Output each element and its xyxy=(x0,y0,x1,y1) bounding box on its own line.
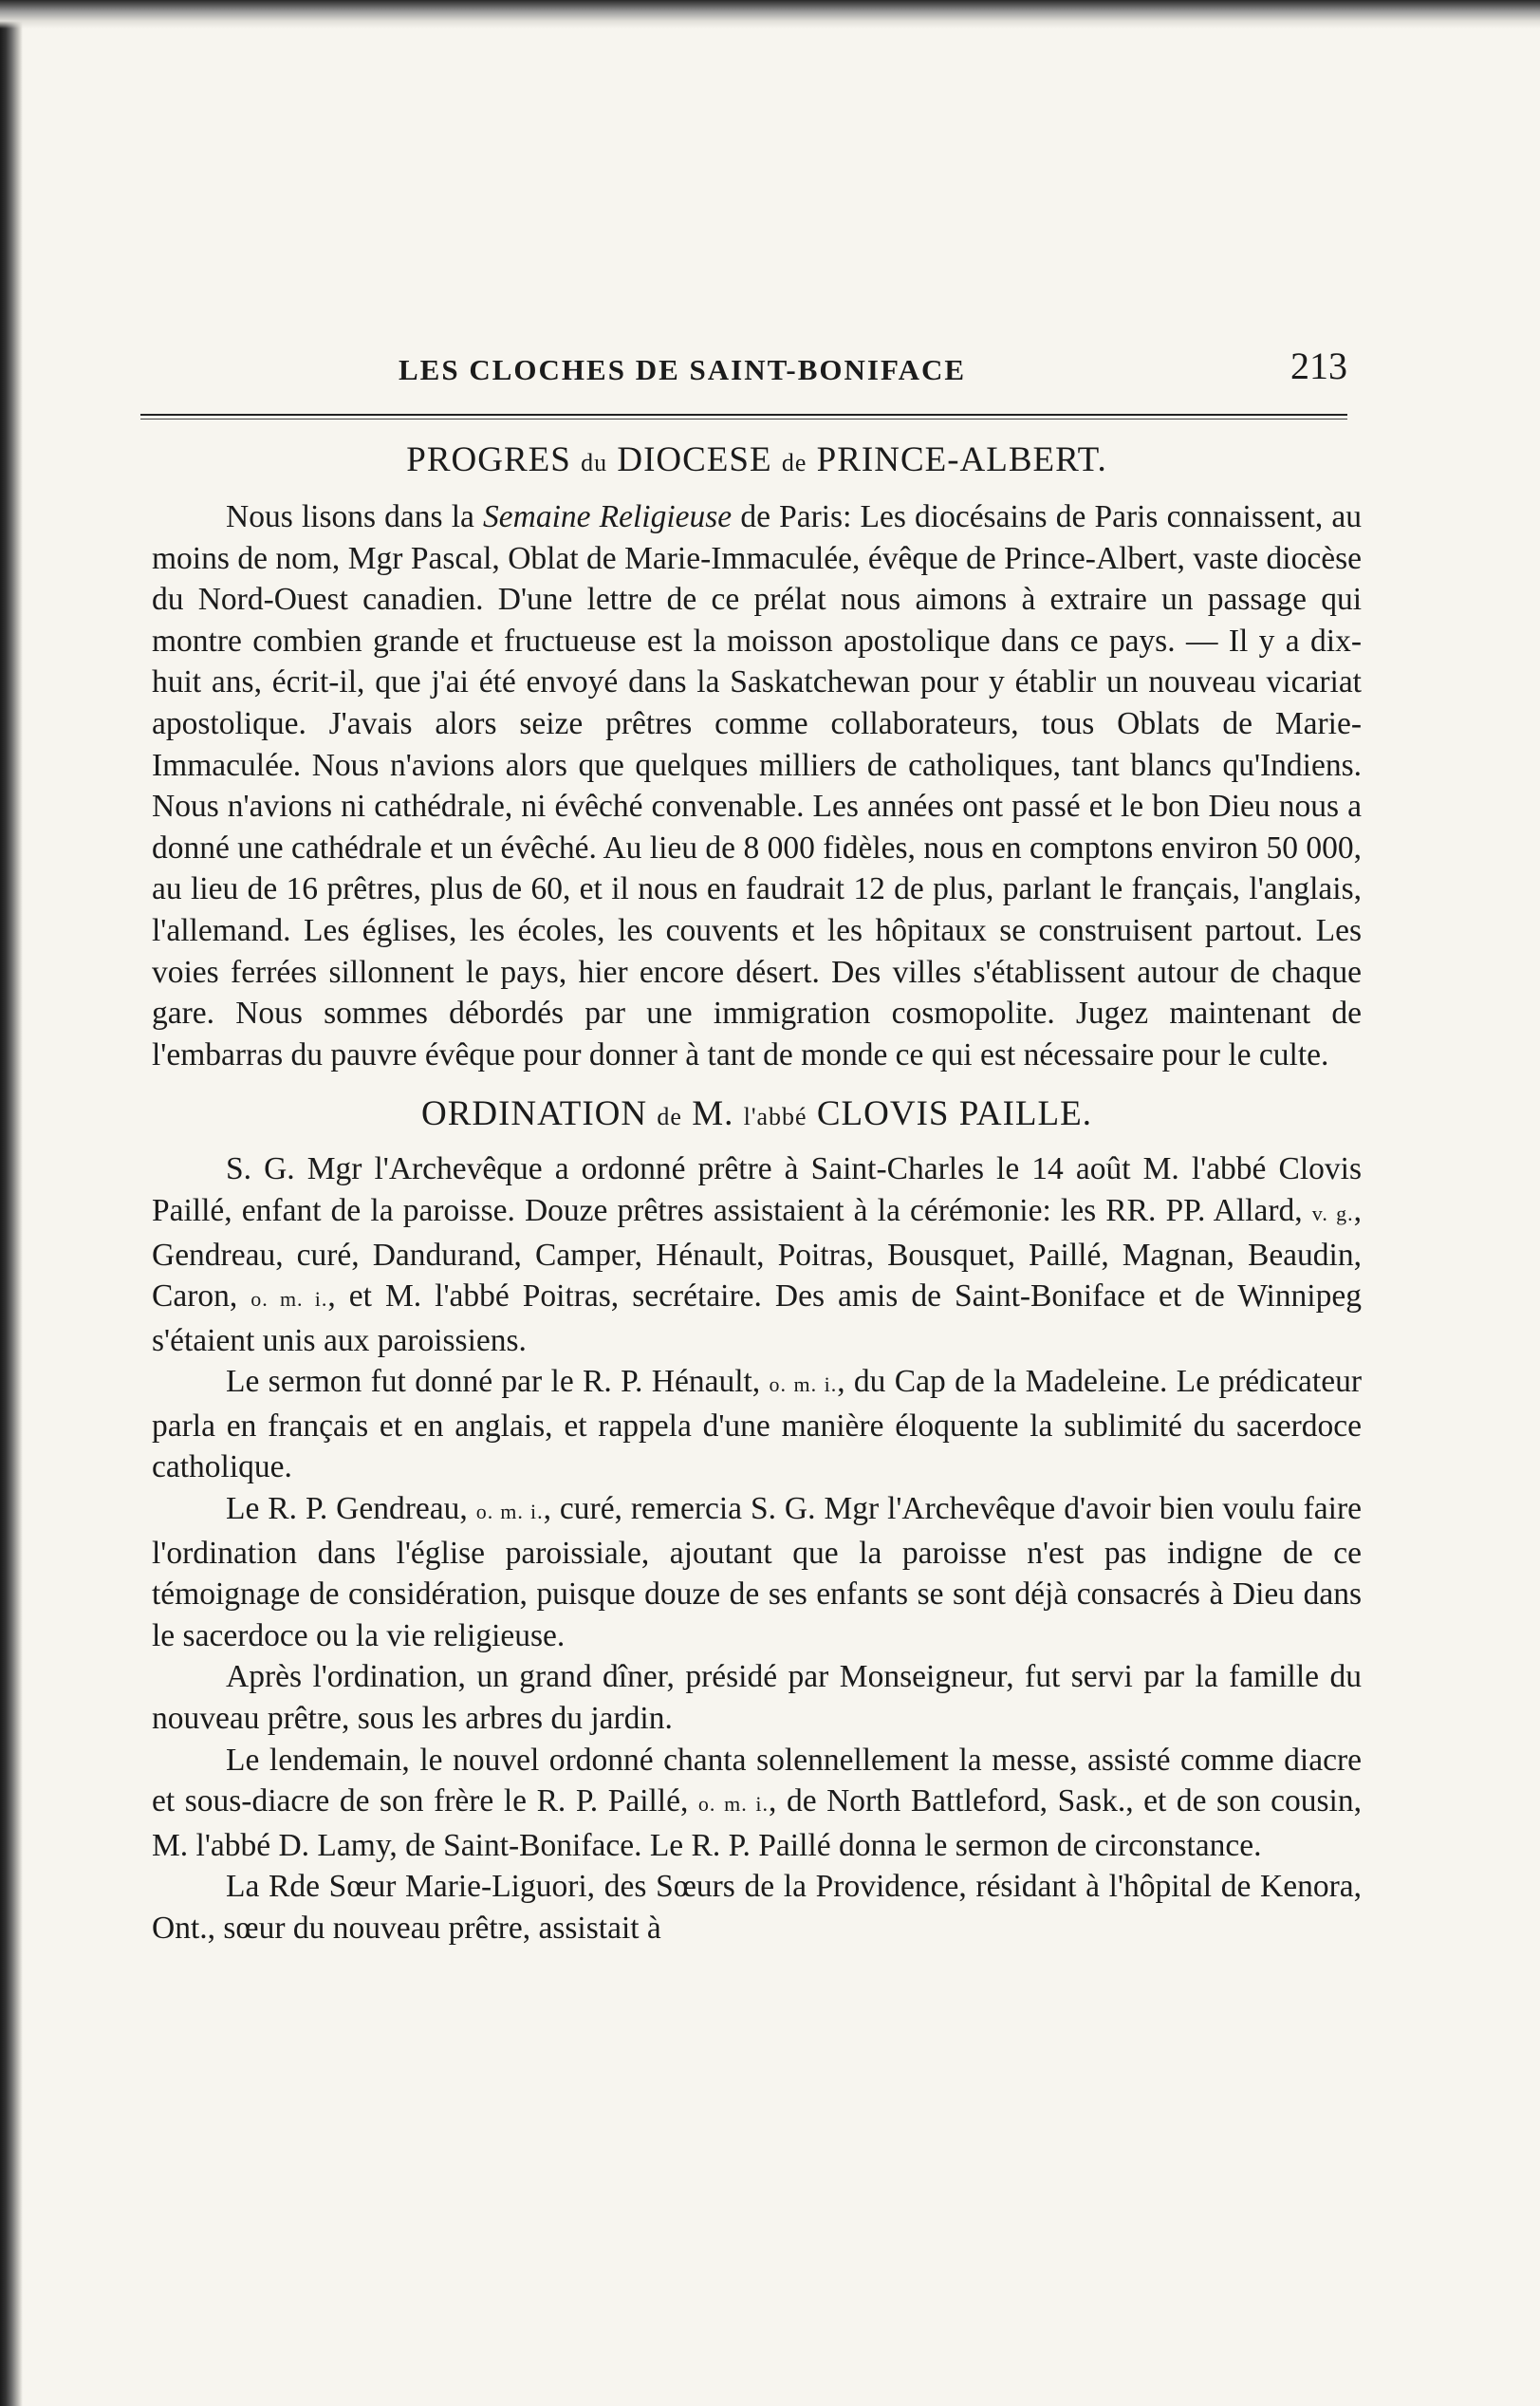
running-title: LES CLOCHES DE SAINT-BONIFACE xyxy=(399,353,967,386)
abbreviation: o. m. i. xyxy=(697,1792,770,1817)
title-word: DIOCESE xyxy=(617,440,772,479)
paragraph xyxy=(152,496,1362,1075)
title-word: M. xyxy=(692,1094,734,1134)
abbreviation: v. g. xyxy=(1311,1201,1354,1225)
page-number: 213 xyxy=(1290,345,1347,387)
title-word: PRINCE-ALBERT. xyxy=(816,440,1107,479)
paragraph-text: S. G. Mgr l'Archevêque a ordonné prêtre à Saint-Charles le 14 août M. l'abbé Clovis Paillé, enfant de la paroisse. Douze prêtres assistaient à la cérémonie: les RR. PP. Allard, xyxy=(152,1151,1362,1228)
paragraph-text: , curé, remercia S. G. Mgr l'Archevêque d'avoir bien voulu faire l'ordination dans l'église paroissiale, ajoutant que la paroisse n'est pas indigne de ce témoignage de considération, puisque douze de ses enfants se sont déjà consacrés à Dieu dans le sacerdoce ou la vie religieuse. xyxy=(152,1491,1362,1653)
paragraph-text: Le lendemain, le nouvel ordonné chanta solennellement la messe, assisté comme diacre et sous-diacre de son frère le R. P. Paillé, xyxy=(152,1742,1362,1819)
paragraph-text: , Gendreau, curé, Dandurand, Camper, Hénault, Poitras, Bousquet, Paillé, Magnan, Beaudin, Caron, xyxy=(152,1192,1362,1315)
title-particle: de xyxy=(781,449,807,476)
title-word: CLOVIS PAILLE. xyxy=(816,1094,1092,1134)
paragraph xyxy=(152,1740,1362,1867)
paragraph: La Rde Sœur Marie-Liguori, des Sœurs de la Providence, résidant à l'hôpital de Kenora, Ont., sœur du nouveau prêtre, assistait à xyxy=(152,1869,1362,1946)
binding-edge xyxy=(0,0,23,2406)
section-title-ordination xyxy=(152,1089,1362,1143)
paragraph-text: Nous lisons dans la xyxy=(226,499,484,534)
header-rule xyxy=(140,414,1347,420)
paragraph xyxy=(152,1148,1362,1361)
title-particle: de xyxy=(657,1103,682,1131)
paragraph-text: de Paris: Les diocésains de Paris connaissent, au moins de nom, Mgr Pascal, Oblat de Marie-Immaculée, évêque de Prince-Albert, vaste diocèse du Nord-Ouest canadien. D'une lettre de ce prélat nous aimons à extraire un passage qui montre combien grande et fructueuse est la moisson apostolique dans ce pays. — Il y a dix-huit ans, écrit-il, que j'ai été envoyé dans la Saskatchewan pour y établir un nouveau vicariat apostolique. J'avais alors seize prêtres comme collaborateurs, tous Oblats de Marie-Immaculée. Nous n'avions alors que quelques milliers de catholiques, tant blancs qu'Indiens. Nous n'avions ni cathédrale, ni évêché convenable. Les années ont passé et le bon Dieu nous a donné une cathédrale et un évêché. Au lieu de 8 000 fidèles, nous en comptons environ 50 000, au lieu de 16 prêtres, plus de 60, et il nous en faudrait 12 de plus, parlant le français, l'anglais, l'allemand. Les églises, les écoles, les couvents et les hôpitaux se construisent partout. Les voies ferrées sillonnent le pays, hier encore désert. Des villes s'établissent autour de chaque gare. Nous sommes débordés par une immigration cosmopolite. Jugez maintenant de l'embarras du pauvre évêque pour donner à tant de monde ce qui est nécessaire pour le culte. xyxy=(152,499,1362,1072)
title-particle: l'abbé xyxy=(743,1103,807,1131)
paragraph xyxy=(152,1361,1362,1488)
paragraph-text: , et M. l'abbé Poitras, secrétaire. Des amis de Saint-Boniface et de Winnipeg s'étaient unis aux paroissiens. xyxy=(152,1278,1362,1358)
title-word: PROGRES xyxy=(406,440,571,479)
italic-title: Semaine Religieuse xyxy=(483,499,733,534)
paragraph-text: Le R. P. Gendreau, xyxy=(226,1491,476,1527)
paragraph: Après l'ordination, un grand dîner, présidé par Monseigneur, fut servi par la famille du nouveau prêtre, sous les arbres du jardin. xyxy=(152,1659,1362,1737)
top-edge xyxy=(0,0,1540,28)
paragraph xyxy=(152,1488,1362,1656)
section-title-prince-albert xyxy=(152,435,1362,489)
page-body xyxy=(152,435,1362,1949)
title-word: ORDINATION xyxy=(420,1094,648,1134)
title-particle: du xyxy=(581,449,608,476)
abbreviation: o. m. i. xyxy=(250,1287,328,1312)
paragraph-text: , du Cap de la Madeleine. Le prédicateur parla en français et en anglais, et rappela d'une manière éloquente la sublimité du sacerdoce catholique. xyxy=(152,1364,1362,1485)
paragraph-text: Le sermon fut donné par le R. P. Hénault, xyxy=(226,1364,770,1400)
abbreviation: o. m. i. xyxy=(769,1372,838,1397)
page-header xyxy=(140,344,1347,401)
abbreviation: o. m. i. xyxy=(475,1500,544,1524)
paragraph-text: , de North Battleford, Sask., et de son cousin, M. l'abbé D. Lamy, de Saint-Boniface. Le R. P. Paillé donna le sermon de circonstance. xyxy=(152,1783,1362,1863)
